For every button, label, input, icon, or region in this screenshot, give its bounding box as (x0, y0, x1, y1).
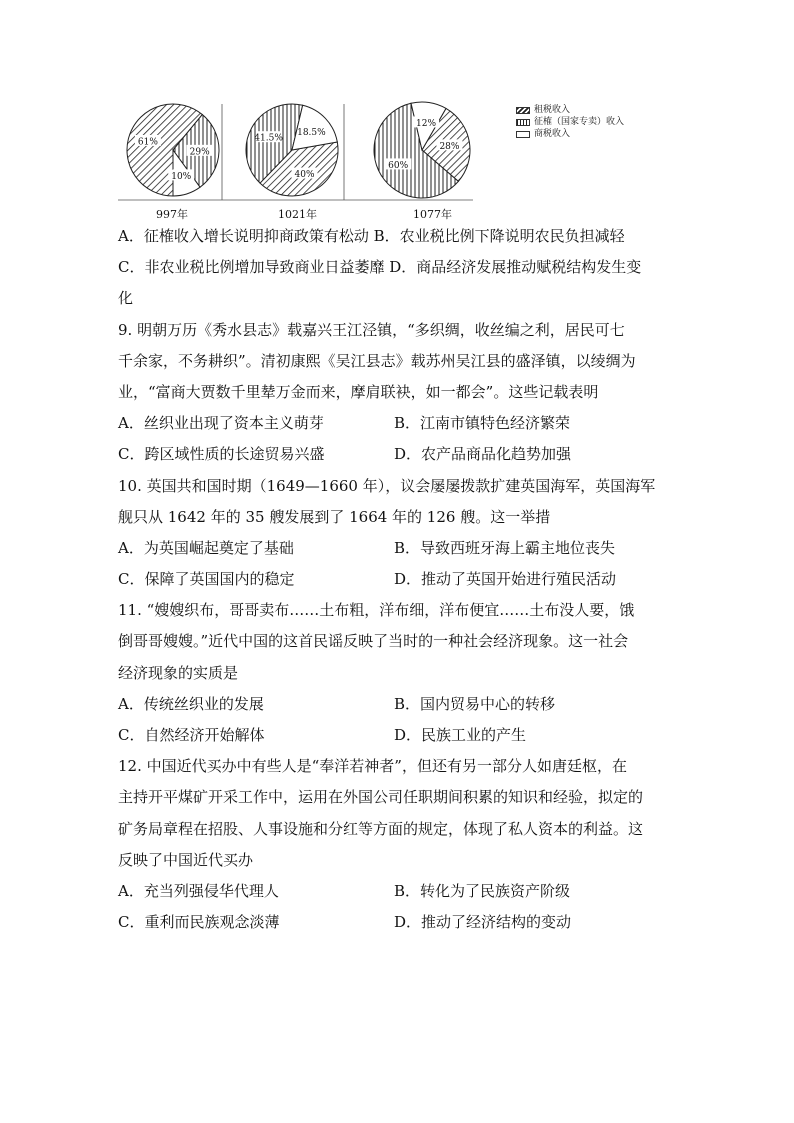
year-label-1021: 1021年 (278, 208, 317, 221)
q11-option-d[interactable]: D．民族工业的产生 (394, 726, 527, 744)
legend-swatch-diagonal (516, 107, 530, 114)
q11-stem-line: 经济现象的实质是 (118, 663, 239, 682)
questions-body (118, 221, 678, 938)
q10-option-a[interactable]: A．为英国崛起奠定了基础 (118, 538, 294, 557)
legend-item-monopoly (516, 116, 624, 128)
q9-stem-line: 业，“富商大贾数千里辇万金而来，摩肩联袂，如一都会”。这些记载表明 (118, 382, 599, 401)
legend-item-commerce (516, 128, 624, 140)
q9-option-b[interactable]: B．江南市镇特色经济繁荣 (394, 414, 571, 433)
tax-pie-charts-figure (118, 96, 658, 220)
q12-stem-line: 主持开平煤矿开采工作中，运用在外国公司任职期间积累的知识和经验，拟定的 (118, 788, 644, 807)
q10-option-c[interactable]: C．保障了英国国内的稳定 (118, 570, 295, 589)
q9-options-row (118, 408, 678, 439)
legend-label: 商税收入 (534, 129, 571, 139)
legend-label: 租税收入 (534, 105, 571, 115)
q9-option-c[interactable]: C．跨区域性质的长途贸易兴盛 (118, 445, 325, 464)
q12-stem-line: 12. 中国近代买办中有些人是“奉洋若神者”，但还有另一部分人如唐廷枢，在 (118, 757, 627, 776)
q10-options-row (118, 564, 678, 595)
pie-value-label: 28% (439, 141, 460, 152)
q11-stem-line: 11. “嫂嫂织布，哥哥卖布……土布粗，洋布细，洋布便宜……土布没人要，饿 (118, 601, 635, 620)
pie-value-label: 29% (189, 147, 210, 158)
legend-swatch-blank (516, 131, 530, 138)
q12-option-b[interactable]: B．转化为了民族资产阶级 (394, 881, 571, 900)
q12-option-d[interactable]: D．推动了经济结构的变动 (394, 913, 572, 932)
q11-option-c[interactable]: C．自然经济开始解体 (118, 726, 265, 744)
pie-value-label: 61% (137, 137, 158, 148)
pie-value-label: 60% (388, 160, 409, 171)
pie-value-label: 18.5% (297, 128, 326, 139)
legend-item-rent (516, 104, 624, 116)
q11-option-a[interactable]: A．传统丝织业的发展 (118, 694, 264, 713)
pie-value-label: 10% (171, 171, 192, 182)
q9-option-a[interactable]: A．丝织业出现了资本主义萌芽 (118, 414, 324, 433)
pie-charts-svg (118, 96, 518, 206)
q12-options-row (118, 876, 678, 907)
q10-stem-line: 舰只从 1642 年的 35 艘发展到了 1664 年的 126 艘。这一举措 (118, 507, 551, 526)
q8-options-cd: C．非农业税比例增加导致商业日益萎靡 D．商品经济发展推动赋税结构发生变 (118, 258, 642, 277)
q10-options-row (118, 533, 678, 564)
q12-option-c[interactable]: C．重利而民族观念淡薄 (118, 913, 280, 932)
year-label-997: 997年 (156, 208, 188, 221)
q9-option-d[interactable]: D．农产品商品化趋势加强 (394, 445, 572, 464)
q9-stem-line: 千余家，不务耕织”。清初康熙《吴江县志》载苏州吴江县的盛泽镇，以绫绸为 (118, 351, 636, 370)
q11-options-row (118, 720, 678, 751)
q12-stem-line: 反映了中国近代买办 (118, 850, 254, 869)
year-label-1077: 1077年 (413, 208, 452, 221)
q12-options-row (118, 907, 678, 938)
q9-stem-line: 9. 明朝万历《秀水县志》载嘉兴王江泾镇，“多织绸，收丝编之利，居民可七 (118, 320, 625, 339)
pie-value-label: 41.5% (254, 133, 283, 144)
q10-option-d[interactable]: D．推动了英国开始进行殖民活动 (394, 570, 617, 589)
q10-stem-line: 10. 英国共和国时期（1649—1660 年），议会屡屡拨款扩建英国海军，英国海军 (118, 476, 656, 495)
q11-option-b[interactable]: B．国内贸易中心的转移 (394, 694, 556, 713)
pie-value-label: 12% (416, 118, 437, 129)
q10-option-b[interactable]: B．导致西班牙海上霸主地位丧失 (394, 538, 616, 557)
pie-value-label: 40% (294, 170, 315, 181)
legend-label: 征榷（国家专卖）收入 (534, 117, 625, 127)
q8-options-cd-cont: 化 (118, 289, 134, 308)
q12-stem-line: 矿务局章程在招股、人事设施和分红等方面的规定，体现了私人资本的利益。这 (118, 819, 644, 838)
legend (516, 104, 624, 140)
q9-options-row (118, 439, 678, 470)
q11-options-row (118, 689, 678, 720)
q11-stem-line: 倒哥哥嫂嫂。”近代中国的这首民谣反映了当时的一种社会经济现象。这一社会 (118, 632, 629, 651)
legend-swatch-vertical (516, 119, 530, 126)
q12-option-a[interactable]: A．充当列强侵华代理人 (118, 881, 279, 900)
q8-options-ab: A．征榷收入增长说明抑商政策有松动 B．农业税比例下降说明农民负担减轻 (118, 227, 625, 245)
